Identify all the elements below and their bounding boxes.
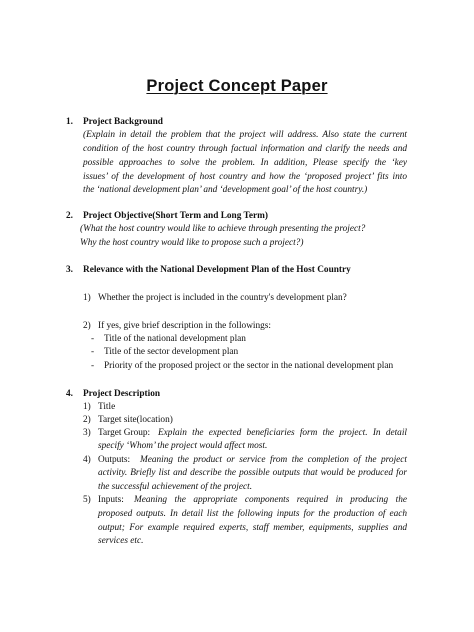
list-number: 3) bbox=[83, 428, 91, 438]
item-outputs-text: the successful achievement of the project. bbox=[98, 482, 253, 492]
bullet-dash: - bbox=[91, 361, 95, 371]
item-inputs-text: output; For example required experts, staff member, equipments, supplies and bbox=[98, 523, 407, 533]
item-inputs-text: services etc. bbox=[98, 536, 144, 546]
bullet-dash: - bbox=[91, 334, 95, 344]
list-number: 1) bbox=[83, 402, 91, 412]
item-inputs-label: Inputs: bbox=[98, 495, 124, 505]
section-2-heading: Project Objective(Short Term and Long Term) bbox=[83, 211, 268, 221]
section-4-number: 4. bbox=[66, 389, 73, 399]
section-1-line: condition of the host country through factual information and clarify the needs and bbox=[83, 144, 407, 154]
item-target-group-text: specify ‘Whom’ the project would affect most. bbox=[98, 441, 268, 451]
section-1-line: possible approaches to solve the problem. In addition, Please specify the ‘key bbox=[83, 158, 407, 168]
item-outputs-label: Outputs: bbox=[98, 455, 131, 465]
question-1: Whether the project is included in the country's development plan? bbox=[98, 293, 347, 303]
section-2-number: 2. bbox=[66, 211, 73, 221]
list-number: 1) bbox=[83, 293, 91, 303]
item-target-site: Target site(location) bbox=[98, 415, 173, 425]
section-1-line: (Explain in detail the problem that the project will address. Also state the current bbox=[83, 130, 407, 140]
list-number: 2) bbox=[83, 415, 91, 425]
section-4-heading: Project Description bbox=[83, 389, 161, 399]
section-1-number: 1. bbox=[66, 117, 73, 127]
section-2-line: (What the host country would like to achieve through presenting the project? bbox=[80, 224, 366, 234]
section-1-heading: Project Background bbox=[83, 117, 163, 127]
item-outputs-text: activity. Briefly list and describe the possible outputs that would be produced for bbox=[98, 468, 407, 478]
list-number: 4) bbox=[83, 455, 91, 465]
item-inputs-text: proposed outputs. In detail list the following inputs for the production of each bbox=[98, 509, 407, 519]
bullet-item: Title of the national development plan bbox=[104, 334, 246, 344]
section-1-line: issues’ of the development of host country and how the ‘proposed project’ fits into bbox=[83, 172, 407, 182]
list-number: 2) bbox=[83, 321, 91, 331]
section-3-number: 3. bbox=[66, 265, 73, 275]
bullet-dash: - bbox=[91, 347, 95, 357]
list-number: 5) bbox=[83, 495, 91, 505]
bullet-item: Title of the sector development plan bbox=[104, 347, 239, 357]
section-3-heading: Relevance with the National Development Plan of the Host Country bbox=[83, 265, 351, 275]
page-title: Project Concept Paper bbox=[146, 77, 328, 95]
item-title: Title bbox=[98, 402, 116, 412]
item-inputs-text: Meaning the appropriate components required in producing the bbox=[134, 495, 407, 505]
section-1-line: the ‘national development plan’ and ‘development goal’ of the host country.) bbox=[83, 185, 368, 195]
item-target-group-text: Explain the expected beneficiaries form the project. In detail bbox=[158, 428, 407, 438]
question-2: If yes, give brief description in the followings: bbox=[98, 321, 271, 331]
item-outputs-text: Meaning the product or service from the completion of the project bbox=[140, 455, 407, 465]
item-target-group-label: Target Group: bbox=[98, 428, 151, 438]
section-2-line: Why the host country would like to propose such a project?) bbox=[80, 238, 304, 248]
bullet-item: Priority of the proposed project or the sector in the national development plan bbox=[104, 361, 394, 371]
